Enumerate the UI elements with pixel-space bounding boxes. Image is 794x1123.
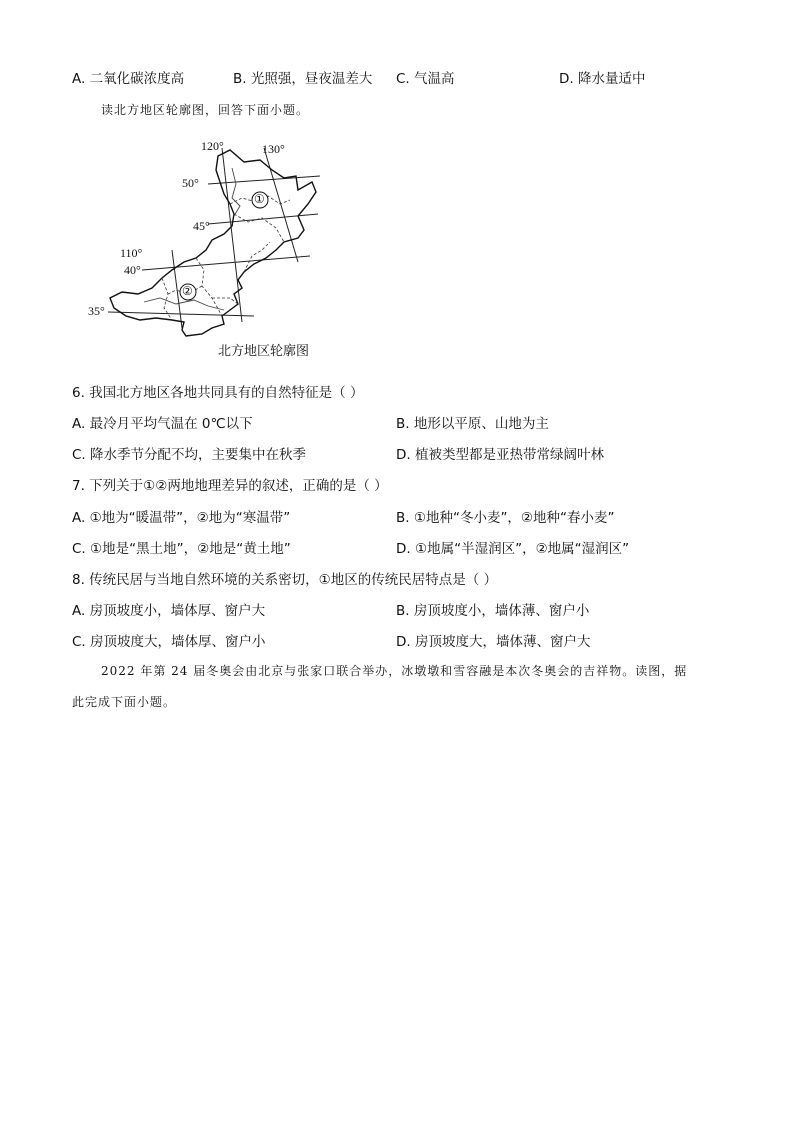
- q8-option-c: C. 房顶坡度大，墙体厚、窗户小: [72, 634, 266, 650]
- label-lon-110: 110°: [120, 246, 143, 260]
- q6-option-b: B. 地形以平原、山地为主: [396, 416, 549, 432]
- olympics-intro-line1: 2022 年第 24 届冬奥会由北京与张家口联合举办，冰墩墩和雪容融是本次冬奥会的吉祥物。读图，据: [101, 664, 688, 678]
- q5-option-a: A. 二氧化碳浓度高: [72, 71, 185, 87]
- map-intro-text: 读北方地区轮廓图，回答下面小题。: [101, 103, 310, 117]
- q5-option-c: C. 气温高: [396, 71, 455, 87]
- parallel-40: [142, 256, 310, 270]
- q7-option-b: B. ①地种“冬小麦”，②地种“春小麦”: [396, 510, 615, 526]
- olympics-intro-line2: 此完成下面小题。: [72, 695, 177, 709]
- q7-option-c: C. ①地是“黑土地”，②地是“黄土地”: [72, 541, 291, 557]
- q5-option-b: B. 光照强，昼夜温差大: [233, 71, 373, 87]
- meridian-120: [222, 148, 242, 322]
- label-lon-120: 120°: [201, 139, 224, 153]
- q6-option-a: A. 最冷月平均气温在 0℃以下: [72, 416, 253, 432]
- parallel-50: [208, 176, 320, 184]
- q6-option-c: C. 降水季节分配不均，主要集中在秋季: [72, 447, 307, 463]
- q7-option-a: A. ①地为“暖温带”，②地为“寒温带”: [72, 510, 291, 526]
- q6-option-d: D. 植被类型都是亚热带常绿阔叶林: [396, 447, 604, 463]
- label-lon-130: 130°: [262, 142, 285, 156]
- q8-option-a: A. 房顶坡度小，墙体厚、窗户大: [72, 603, 266, 619]
- label-lat-35: 35°: [88, 304, 105, 318]
- q6-stem: 6. 我国北方地区各地共同具有的自然特征是（ ）: [72, 385, 364, 401]
- parallel-35: [108, 312, 254, 316]
- q8-stem: 8. 传统民居与当地自然环境的关系密切，①地区的传统民居特点是（ ）: [72, 572, 498, 588]
- north-china-outline-map: [84, 138, 324, 364]
- label-lat-50: 50°: [182, 176, 199, 190]
- label-lat-40: 40°: [124, 263, 141, 277]
- map-caption: 北方地区轮廓图: [218, 344, 310, 359]
- q7-option-d: D. ①地属“半湿润区”，②地属“湿润区”: [396, 541, 630, 557]
- label-lat-45: 45°: [193, 219, 210, 233]
- label-region-1: ①: [254, 192, 265, 206]
- q8-option-b: B. 房顶坡度小，墙体薄、窗户小: [396, 603, 590, 619]
- q5-option-d: D. 降水量适中: [559, 71, 646, 87]
- q8-option-d: D. 房顶坡度大，墙体薄、窗户大: [396, 634, 591, 650]
- map-drawing: [84, 138, 324, 343]
- label-region-2: ②: [182, 284, 193, 298]
- q7-stem: 7. 下列关于①②两地地理差异的叙述，正确的是（ ）: [72, 478, 388, 494]
- region-outline: [110, 150, 316, 336]
